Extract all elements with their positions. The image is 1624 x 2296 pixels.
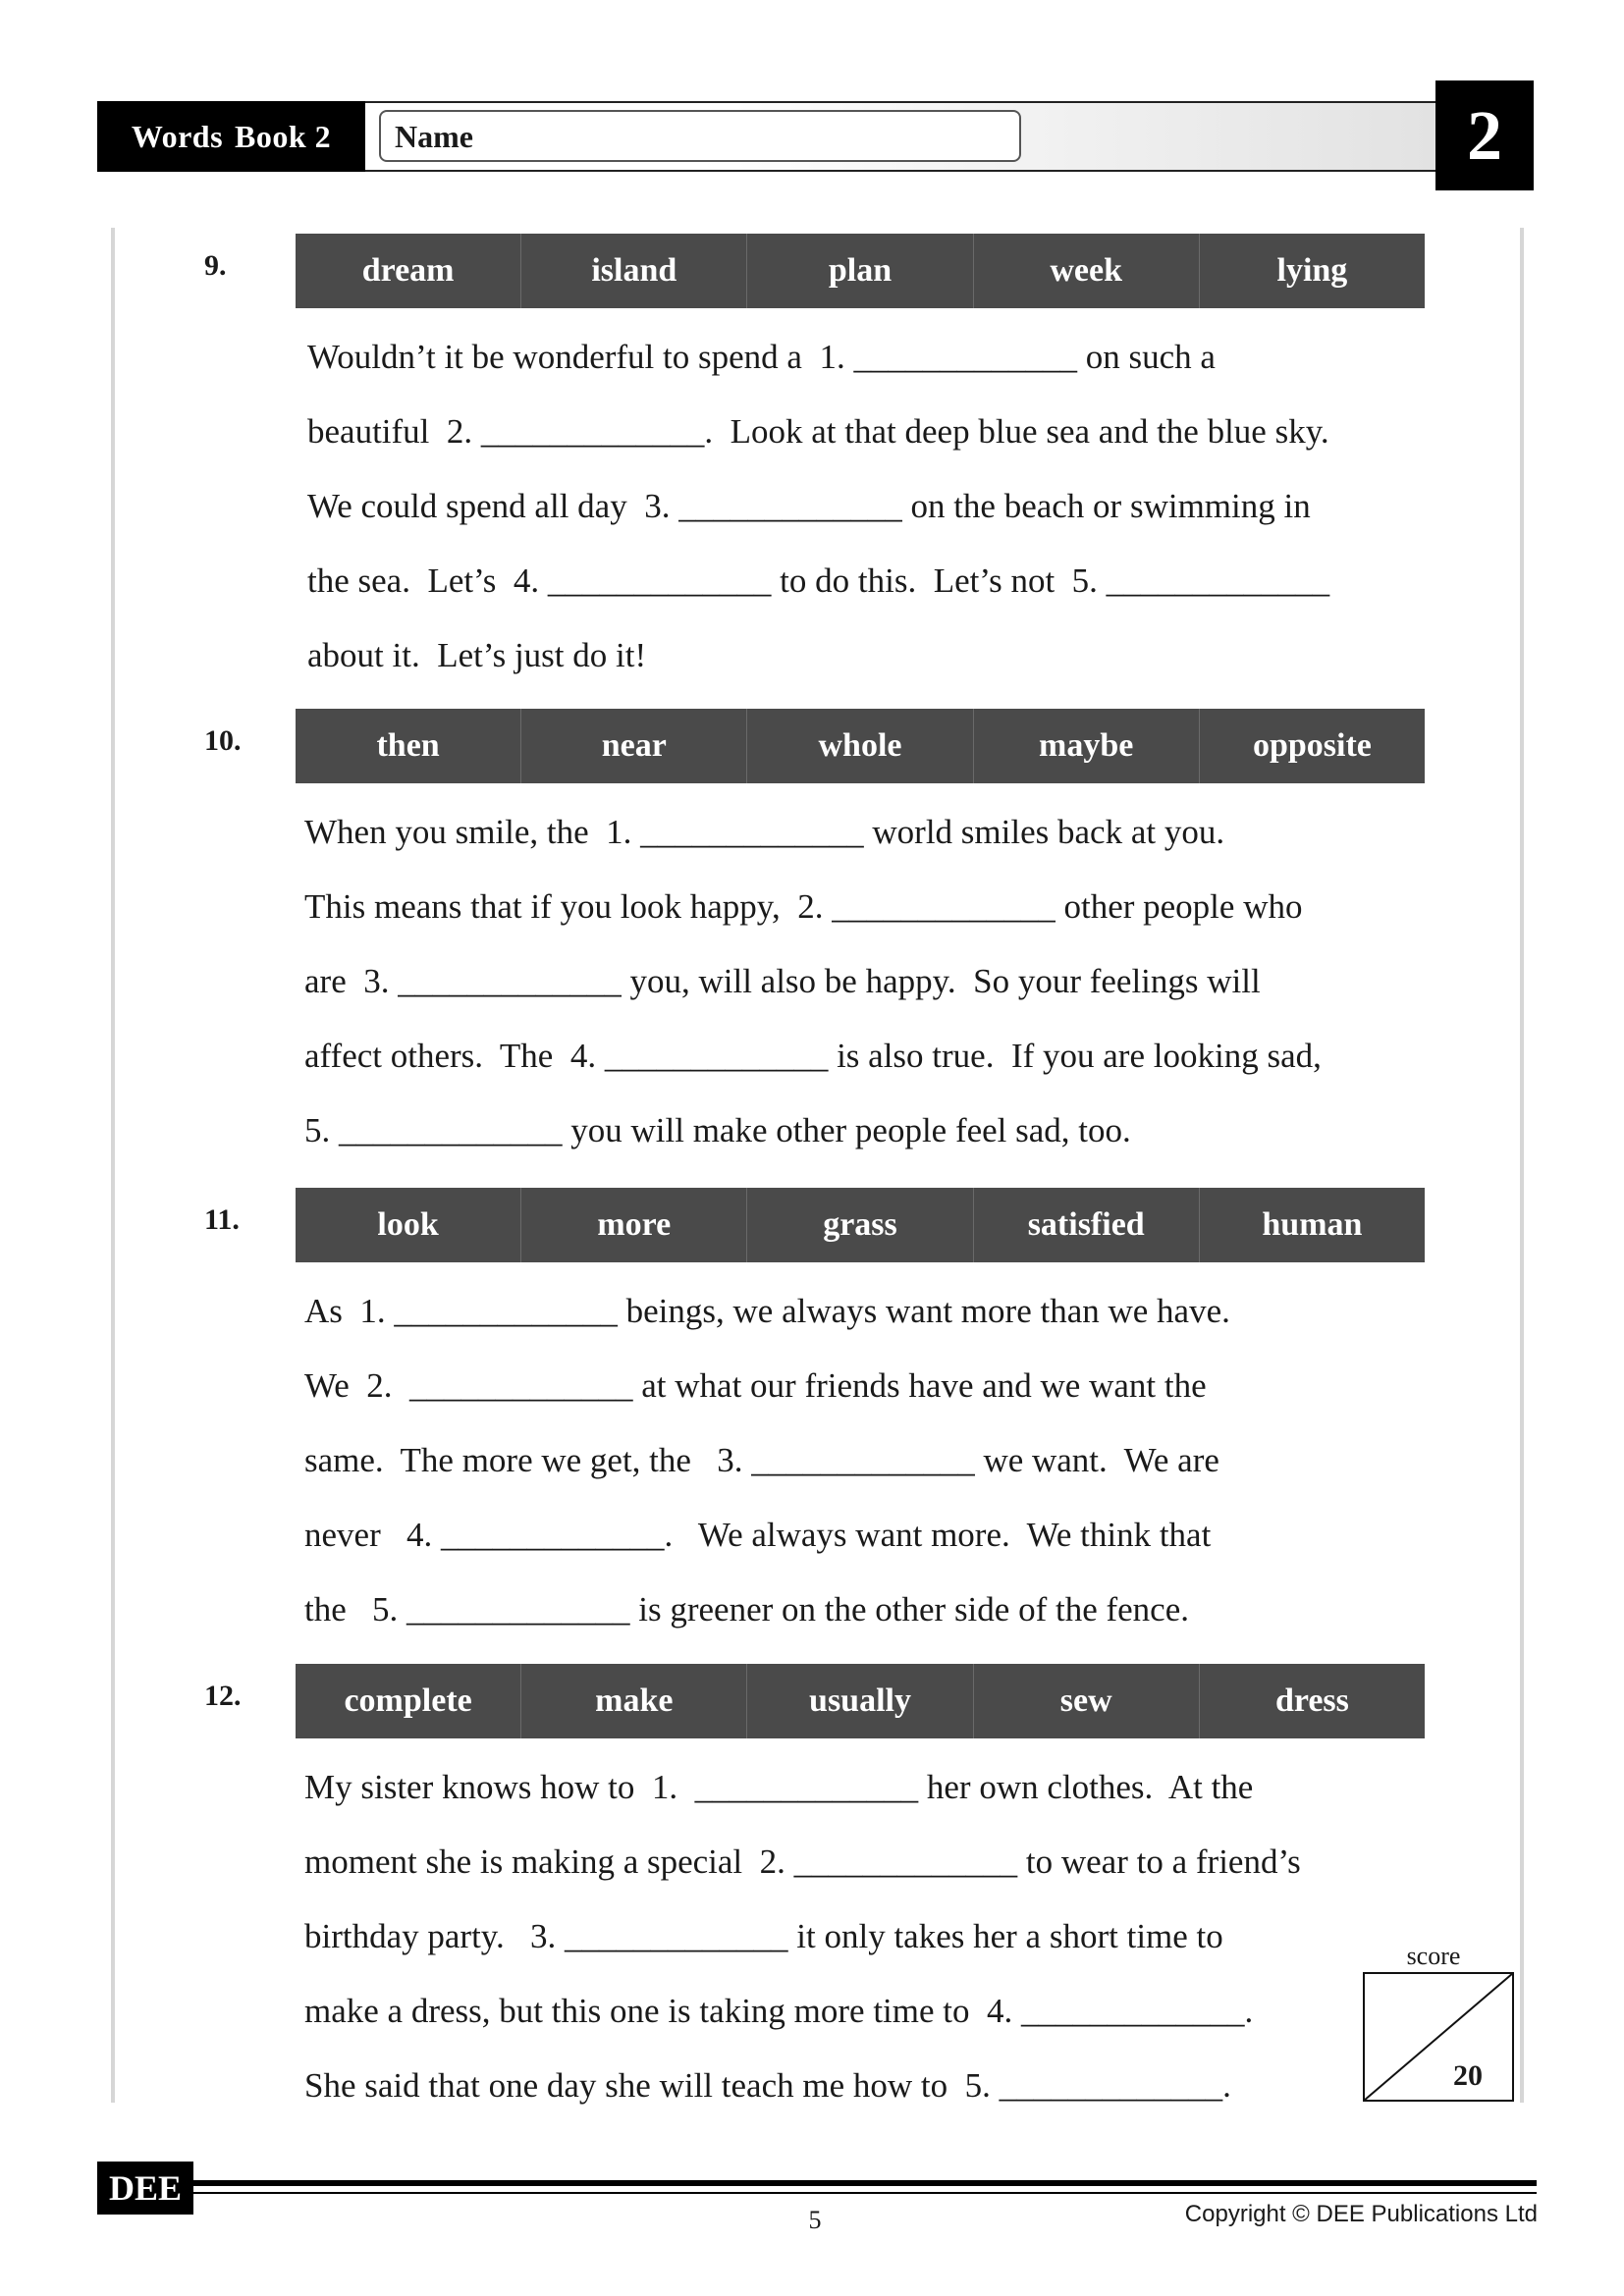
word-bank-item: maybe xyxy=(973,709,1199,783)
word-bank-item: whole xyxy=(746,709,972,783)
exercise-number: 12. xyxy=(204,1680,242,1712)
word-bank-item: opposite xyxy=(1199,709,1425,783)
passage-line: the sea. Let’s 4. _____________ to do this. Let’s not 5. _____________ xyxy=(307,561,1330,600)
right-margin-rule xyxy=(1520,228,1524,2103)
word-bank xyxy=(296,1664,1425,1738)
word-bank-item: lying xyxy=(1199,234,1425,308)
passage xyxy=(304,1274,1230,1647)
passage-line: beautiful 2. _____________. Look at that deep blue sea and the blue sky. xyxy=(307,412,1329,451)
left-margin-rule xyxy=(111,228,115,2103)
word-bank-item: near xyxy=(520,709,746,783)
passage-line: We could spend all day 3. _____________ on the beach or swimming in xyxy=(307,487,1311,525)
word-bank-item: week xyxy=(973,234,1199,308)
word-bank-item: island xyxy=(520,234,746,308)
word-bank-item: usually xyxy=(746,1664,972,1738)
passage-line: We 2. _____________ at what our friends have and we want the xyxy=(304,1366,1207,1405)
book-title xyxy=(97,101,365,172)
page-number: 5 xyxy=(808,2206,822,2234)
word-bank-item: sew xyxy=(973,1664,1199,1738)
passage-line: This means that if you look happy, 2. _____________ other people who xyxy=(304,887,1303,926)
footer-rule xyxy=(191,2180,1537,2186)
passage xyxy=(307,320,1329,693)
passage-line: same. The more we get, the 3. _____________ we want. We are xyxy=(304,1441,1219,1479)
word-bank-item: human xyxy=(1199,1188,1425,1262)
word-bank-item: more xyxy=(520,1188,746,1262)
passage-line: are 3. _____________ you, will also be happy. So your feelings will xyxy=(304,962,1261,1000)
exercise-number: 11. xyxy=(204,1203,240,1236)
sheet-number: 2 xyxy=(1435,80,1534,190)
score-label: score xyxy=(1406,1942,1461,1970)
word-bank-item: plan xyxy=(746,234,972,308)
passage-line: make a dress, but this one is taking more time to 4. _____________. xyxy=(304,1992,1254,2030)
passage-line: When you smile, the 1. _____________ world smiles back at you. xyxy=(304,813,1225,851)
passage-line: affect others. The 4. _____________ is also true. If you are looking sad, xyxy=(304,1037,1322,1075)
name-field[interactable] xyxy=(379,110,1021,162)
copyright-notice: Copyright © DEE Publications Ltd xyxy=(1184,2201,1538,2227)
book-title-book: Book 2 xyxy=(235,118,332,154)
book-title-words: Words xyxy=(131,118,224,154)
word-bank-item: complete xyxy=(344,1682,472,1719)
word-bank xyxy=(296,234,1425,308)
passage-line: My sister knows how to 1. _____________ her own clothes. At the xyxy=(304,1768,1254,1806)
passage-line: moment she is making a special 2. _____________ to wear to a friend’s xyxy=(304,1842,1301,1881)
passage-line: never 4. _____________. We always want more. We think that xyxy=(304,1516,1212,1554)
word-bank-item: satisfied xyxy=(973,1188,1199,1262)
word-bank-item: then xyxy=(376,727,440,764)
footer-rule-thin xyxy=(191,2192,1537,2194)
passage-line: about it. Let’s just do it! xyxy=(307,636,647,674)
word-bank xyxy=(296,709,1425,783)
passage xyxy=(304,795,1322,1168)
word-bank-item: dress xyxy=(1199,1664,1425,1738)
score-max: 20 xyxy=(1453,2059,1483,2092)
exercise-number: 10. xyxy=(204,724,242,757)
word-bank-item: grass xyxy=(746,1188,972,1262)
passage-line: Wouldn’t it be wonderful to spend a 1. _____________ on such a xyxy=(307,338,1216,376)
word-bank xyxy=(296,1188,1425,1262)
passage xyxy=(304,1750,1301,2123)
publisher-logo: DEE xyxy=(97,2162,193,2215)
exercise-number: 9. xyxy=(204,249,227,282)
name-label: Name xyxy=(395,119,473,154)
word-bank-item: make xyxy=(520,1664,746,1738)
passage-line: As 1. _____________ beings, we always want more than we have. xyxy=(304,1292,1230,1330)
word-bank-item: dream xyxy=(361,252,455,289)
passage-line: She said that one day she will teach me how to 5. _____________. xyxy=(304,2066,1231,2105)
word-bank-item: look xyxy=(377,1206,439,1243)
passage-line: the 5. _____________ is greener on the other side of the fence. xyxy=(304,1590,1189,1629)
passage-line: 5. _____________ you will make other people feel sad, too. xyxy=(304,1111,1131,1149)
passage-line: birthday party. 3. _____________ it only takes her a short time to xyxy=(304,1917,1223,1955)
